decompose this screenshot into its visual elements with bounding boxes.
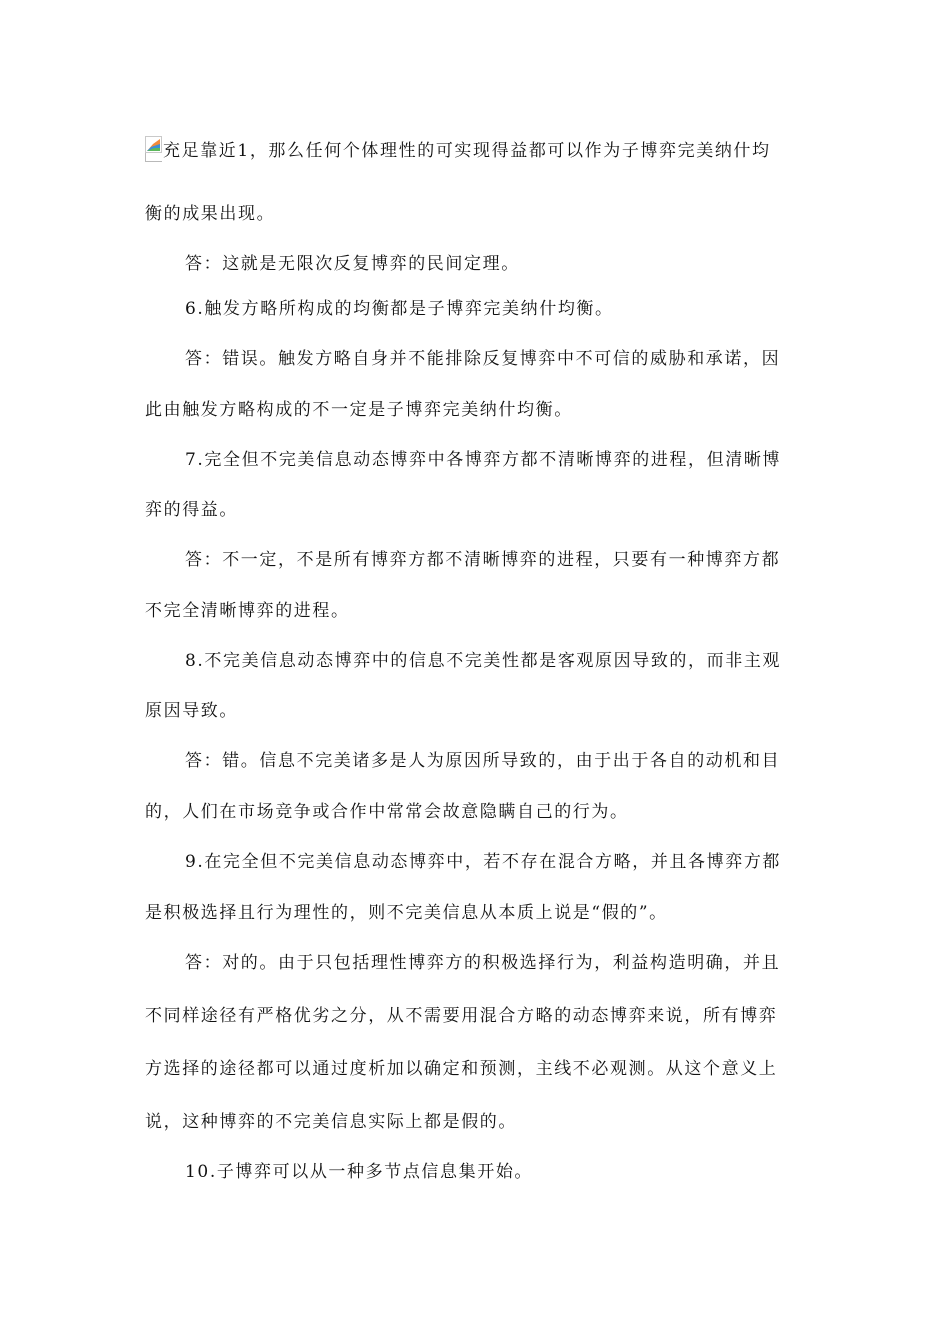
- paragraph-10-line-2: 不同样途径有严格优劣之分，从不需要用混合方略的动态博弈来说，所有博弈: [145, 1006, 778, 1026]
- paragraph-6-line-1: 答：不一定，不是所有博弈方都不清晰博弈的进程，只要有一种博弈方都: [185, 550, 781, 570]
- paragraph-8-line-2: 的，人们在市场竞争或合作中常常会故意隐瞒自己的行为。: [145, 802, 629, 822]
- paragraph-9-line-1: 9.在完全但不完美信息动态博弈中，若不存在混合方略，并且各博弈方都: [185, 852, 782, 872]
- paragraph-5-line-2: 弈的得益。: [145, 500, 238, 520]
- paragraph-1-line-2: 衡的成果出现。: [145, 204, 276, 224]
- paragraph-1-line-1: 充足靠近1，那么任何个体理性的可实现得益都可以作为子博弈完美纳什均: [163, 141, 771, 161]
- paragraph-4-line-1: 答：错误。触发方略自身并不能排除反复博弈中不可信的威胁和承诺，因: [185, 349, 781, 369]
- broken-image-icon: [145, 136, 162, 162]
- paragraph-2-line-1: 答：这就是无限次反复博弈的民间定理。: [185, 254, 520, 274]
- paragraph-3-line-1: 6.触发方略所构成的均衡都是子博弈完美纳什均衡。: [185, 299, 614, 319]
- paragraph-6-line-2: 不完全清晰博弈的进程。: [145, 601, 350, 621]
- paragraph-10-line-1: 答：对的。由于只包括理性博弈方的积极选择行为，利益构造明确，并且: [185, 953, 781, 973]
- paragraph-7-line-1: 8.不完美信息动态博弈中的信息不完美性都是客观原因导致的，而非主观: [185, 651, 782, 671]
- paragraph-10-line-3: 方选择的途径都可以通过度析加以确定和预测，主线不必观测。从这个意义上: [145, 1059, 778, 1079]
- paragraph-8-line-1: 答：错。信息不完美诸多是人为原因所导致的，由于出于各自的动机和目: [185, 751, 781, 771]
- text-line: [145, 136, 771, 163]
- paragraph-10-line-4: 说，这种博弈的不完美信息实际上都是假的。: [145, 1112, 517, 1132]
- paragraph-7-line-2: 原因导致。: [145, 701, 238, 721]
- paragraph-4-line-2: 此由触发方略构成的不一定是子博弈完美纳什均衡。: [145, 400, 573, 420]
- paragraph-5-line-1: 7.完全但不完美信息动态博弈中各博弈方都不清晰博弈的进程，但清晰博: [185, 450, 782, 470]
- paragraph-11-line-1: 10.子博弈可以从一种多节点信息集开始。: [185, 1162, 534, 1182]
- paragraph-9-line-2: 是积极选择且行为理性的，则不完美信息从本质上说是“假的”。: [145, 903, 668, 923]
